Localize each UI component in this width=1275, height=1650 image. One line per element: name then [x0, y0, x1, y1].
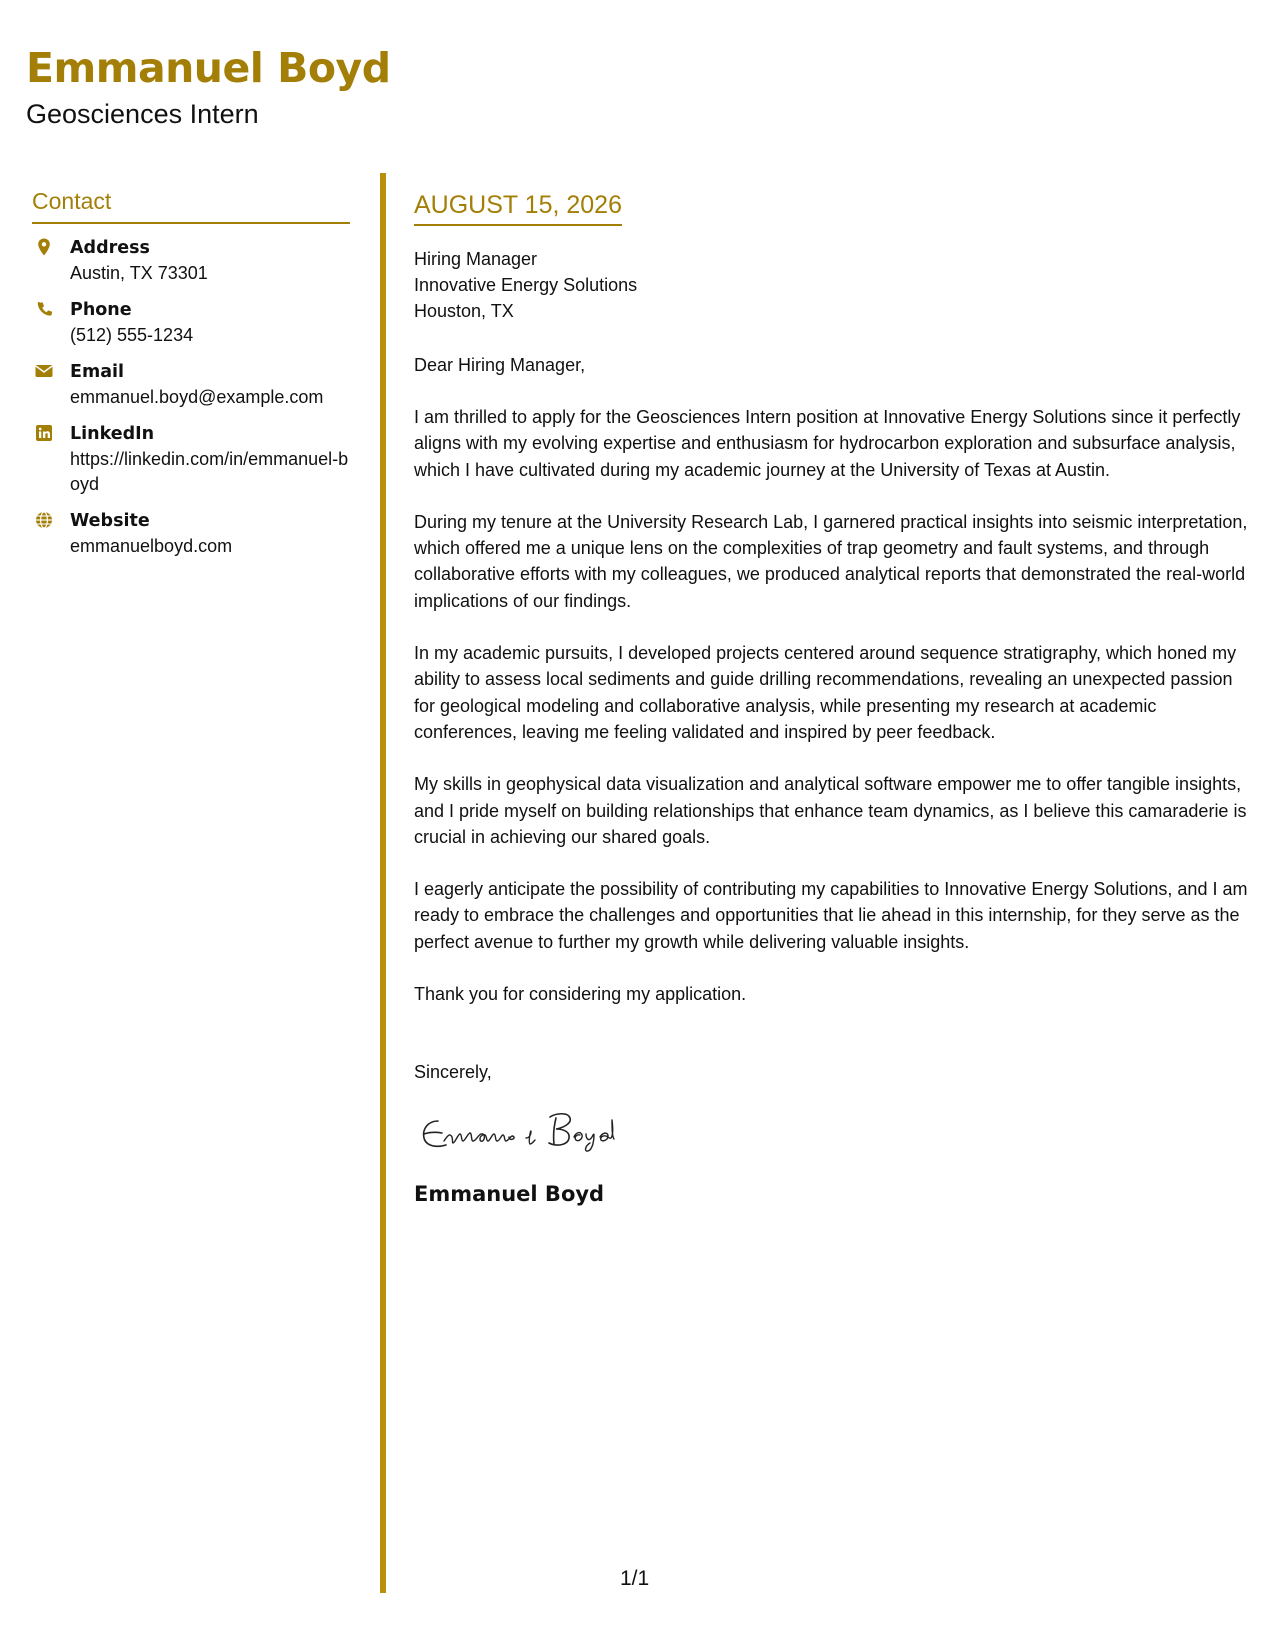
- paragraph: Thank you for considering my application.: [414, 984, 747, 1005]
- envelope-icon: [34, 361, 54, 381]
- contact-email: [32, 360, 350, 410]
- paragraph: In my academic pursuits, I developed projects centered around sequence stratigraphy, which honed my ability to assess local sediments and guide drilling recommendations, revealing an unexpected passion for geological modeling and collaborative analysis, while presenting my research at academic conferences, leaving me feeling validated and inspired by peer feedback.: [414, 643, 1237, 742]
- paragraph: I eagerly anticipate the possibility of contributing my capabilities to Innovative Energy Solutions, and I am ready to embrace the challenges and opportunities that lie ahead in this internship, for they serve as the perfect avenue to further my growth while delivering valuable insights.: [414, 879, 1248, 952]
- contact-label: Address: [70, 237, 150, 258]
- contact-value: emmanuel.boyd@example.com: [70, 386, 324, 407]
- contact-list: [32, 236, 350, 559]
- signer-name: Emmanuel Boyd: [414, 1182, 605, 1207]
- paragraph: My skills in geophysical data visualization and analytical software empower me to offer tangible insights, and I pride myself on building relationships that enhance team dynamics, as I believe this camaraderie is crucial in achieving our shared goals.: [414, 774, 1247, 847]
- recipient-line: Houston, TX: [414, 301, 514, 321]
- closing: Sincerely,: [414, 1062, 492, 1083]
- globe-icon: [34, 510, 54, 530]
- linkedin-icon: [34, 423, 54, 443]
- contact-label: Email: [70, 361, 124, 382]
- contact-value[interactable]: emmanuelboyd.com: [70, 535, 233, 556]
- name-heading: Emmanuel Boyd: [26, 44, 391, 92]
- contact-address: [32, 236, 350, 286]
- letter-date: AUGUST 15, 2026: [414, 190, 622, 226]
- salutation: Dear Hiring Manager,: [414, 355, 586, 375]
- contact-value[interactable]: https://linkedin.com/in/emmanuel-boyd: [70, 448, 349, 494]
- paragraph: During my tenure at the University Research Lab, I garnered practical insights into seismic interpretation, which offered me a unique lens on the complexities of trap geometry and fault systems, and through collaborative efforts with my colleagues, we produced analytical reports that demonstrated the real-world implications of our findings.: [414, 511, 1248, 611]
- job-title: Geosciences Intern: [26, 99, 259, 129]
- recipient-block: [414, 246, 1248, 324]
- recipient-line: Innovative Energy Solutions: [414, 275, 638, 295]
- contact-value: Austin, TX 73301: [70, 262, 208, 283]
- signature-image: [414, 1103, 664, 1161]
- vertical-divider: [380, 173, 386, 1593]
- contact-label: LinkedIn: [70, 423, 155, 444]
- contact-linkedin: [32, 422, 350, 497]
- paragraph: I am thrilled to apply for the Geosciences Intern position at Innovative Energy Solutions since it perfectly aligns with my evolving expertise and enthusiasm for hydrocarbon exploration and subsurface analysis, which I have cultivated during my academic journey at the University of Texas at Austin.: [414, 407, 1241, 480]
- contact-heading: Contact: [32, 188, 350, 224]
- map-pin-icon: [34, 237, 54, 257]
- contact-phone: [32, 298, 350, 348]
- contact-website: [32, 509, 350, 559]
- contact-sidebar: [32, 188, 350, 571]
- contact-label: Website: [70, 510, 150, 531]
- page-number: 1/1: [620, 1567, 650, 1590]
- letter-body: [414, 190, 1248, 1207]
- recipient-line: Hiring Manager: [414, 249, 538, 269]
- phone-icon: [34, 299, 54, 319]
- contact-label: Phone: [70, 299, 132, 320]
- contact-value: (512) 555-1234: [70, 324, 194, 345]
